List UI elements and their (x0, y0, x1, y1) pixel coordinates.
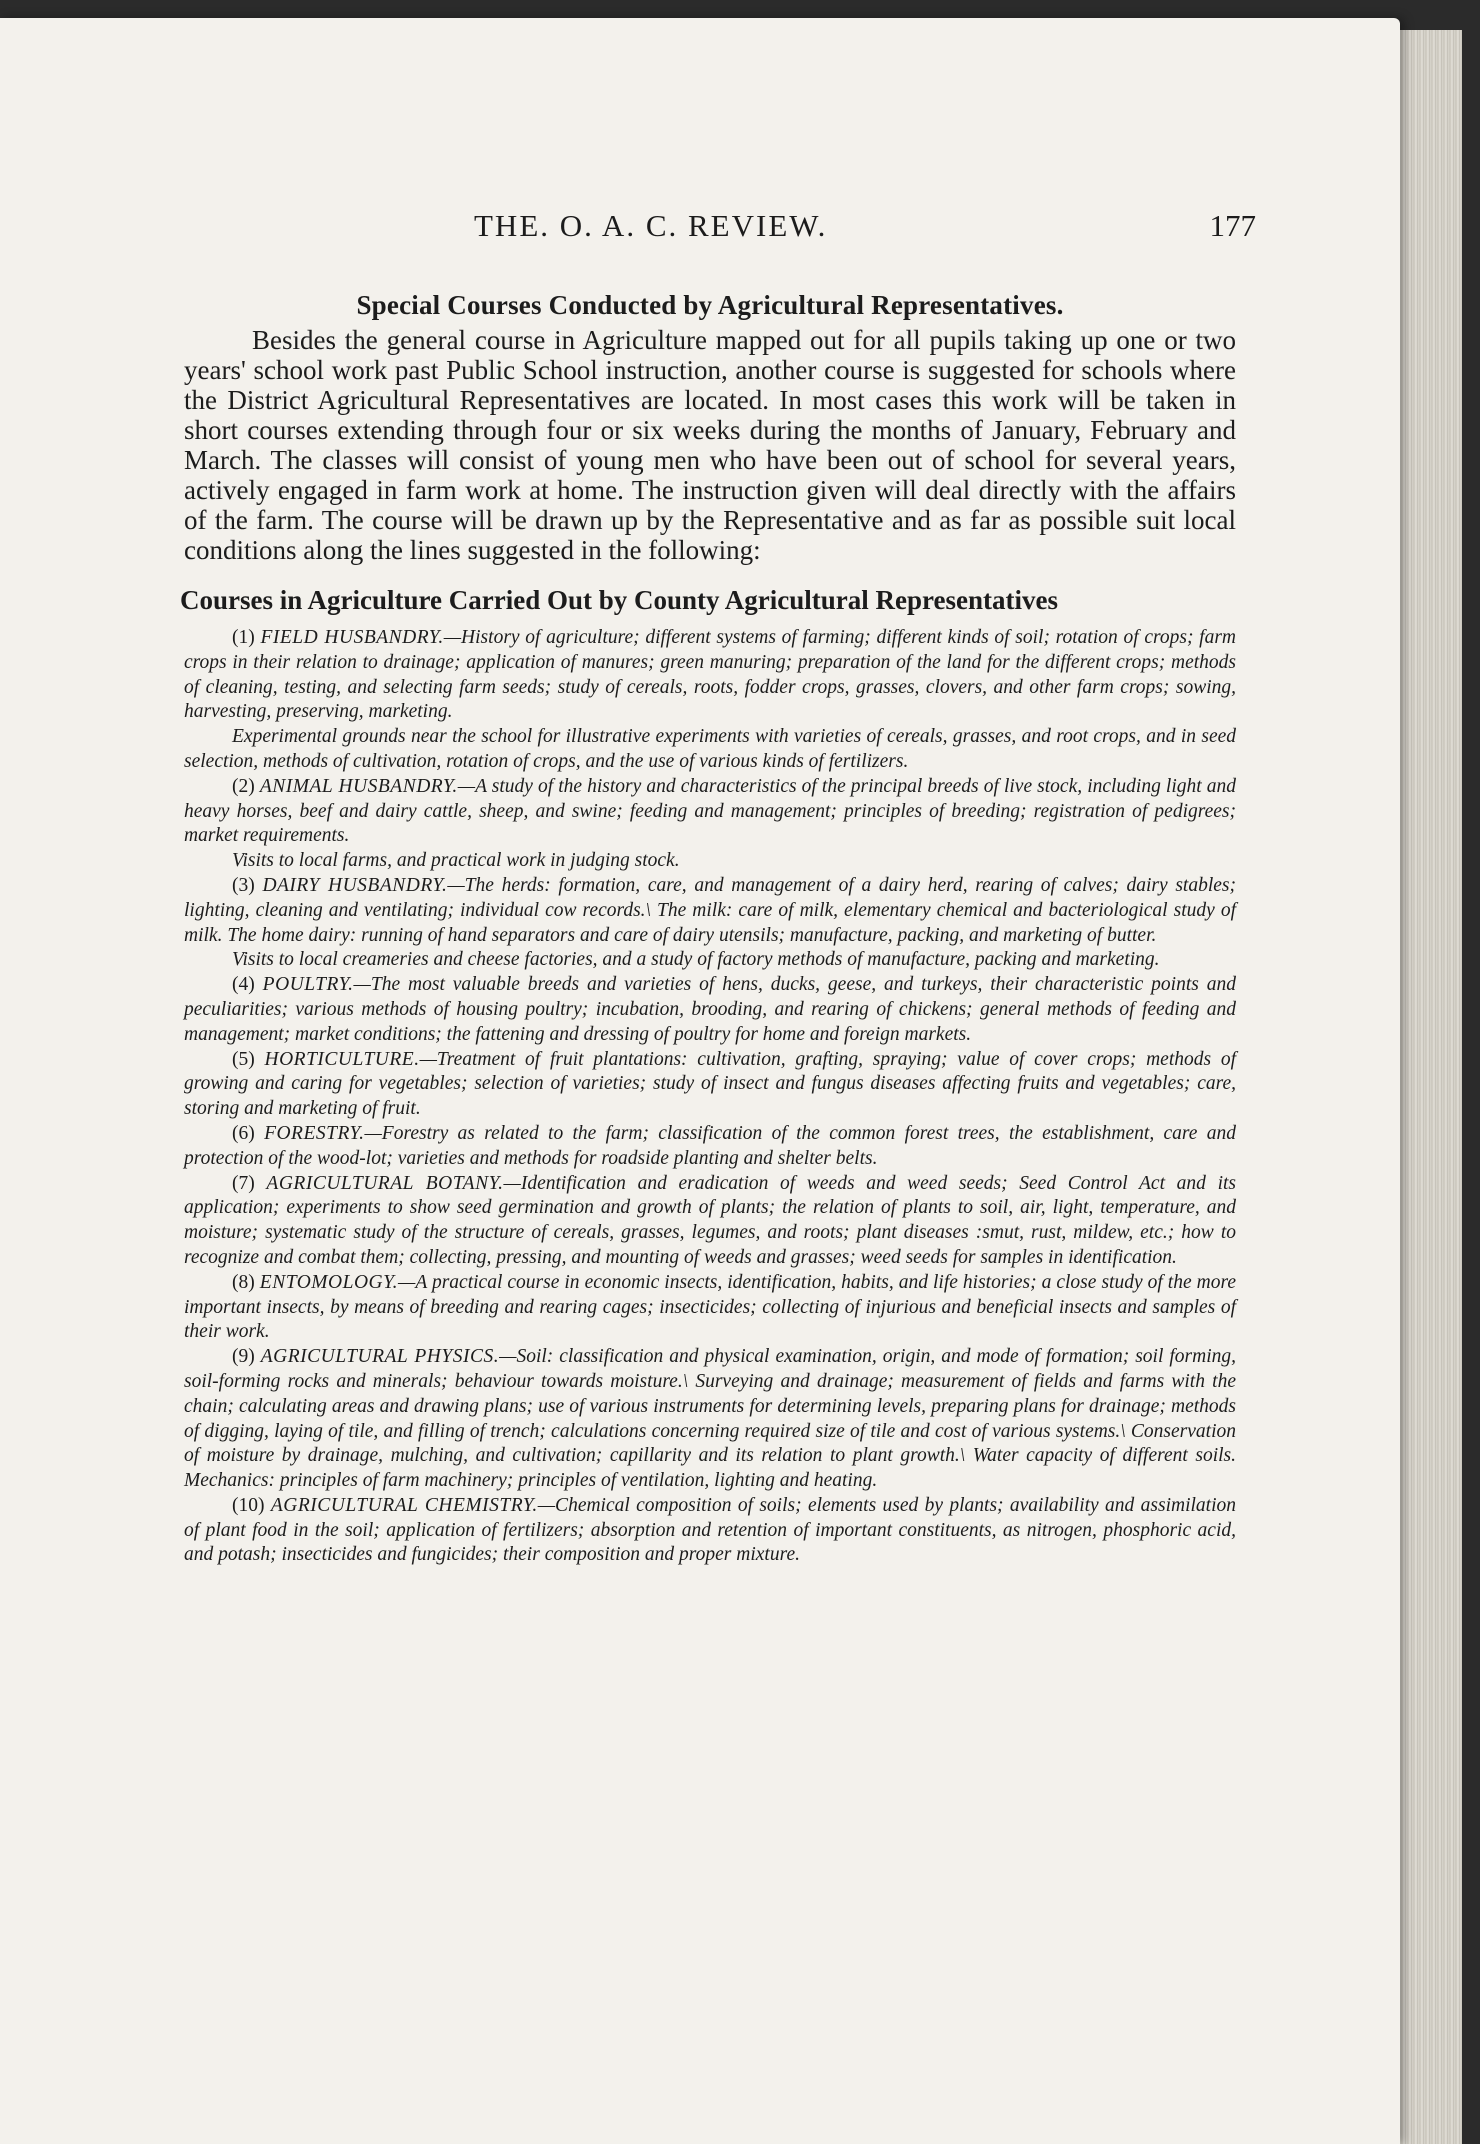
course-name: FIELD HUSBANDRY. (260, 627, 444, 648)
course-description: —The herds: formation, care, and management of a dairy herd, rearing of calves; dairy stables; lighting, cleaning and ventilating; individual cow records.\ The milk: care of milk, elementary chemical and bacteriological study of milk. The home dairy: running of hand separators and care of dairy utensils; manufacture, packing, and marketing of butter. (184, 874, 1236, 946)
course-description: —Soil: classification and physical examination, origin, and mode of formation; soil forming, soil-forming rocks and minerals; behaviour towards moisture.\ Surveying and drainage; measurement of fields and farms with the chain; calculating areas and drawing plans; use of various instruments for determining levels, preparing plans for drainage; methods of digging, laying of tile, and filling of trench; calculations concerning required size of tile and cost of various systems.\ Conservation of moisture by drainage, mulching, and cultivation; capillarity and its relation to plant growth.\ Water capacity of different soils. Mechanics: principles of farm machinery; principles of ventilation, lighting and heating. (184, 1346, 1237, 1492)
running-title: THE. O. A. C. REVIEW. (474, 208, 828, 243)
course-number: (6) (232, 1122, 255, 1144)
course-description: —Forestry as related to the farm; classification of the common forest trees, the establishment, care and protection of the wood-lot; varieties and methods for roadside planting and shelter belts. (184, 1122, 1237, 1169)
course-note: Experimental grounds near the school for illustrative experiments with varieties of cereals, grasses, and root crops, and in seed selection, methods of cultivation, rotation of crops, and the use of various kinds of fertilizers. (184, 726, 1236, 772)
course-item (184, 626, 1236, 725)
book-page (0, 18, 1400, 2144)
course-description: —Treatment of fruit plantations: cultivation, grafting, spraying; value of cover crops; methods of growing and caring for vegetables; selection of varieties; study of insect and fungus diseases affecting fruits and vegetables; care, storing and marketing of fruit. (184, 1048, 1236, 1120)
course-description: —History of agriculture; different systems of farming; different kinds of soil; rotation of crops; farm crops in their relation to drainage; application of manures; green manuring; preparation of the land for the different crops; methods of cleaning, testing, and selecting farm seeds; study of cereals, roots, fodder crops, grasses, clovers, and other farm crops; sowing, harvesting, preserving, marketing. (184, 627, 1236, 723)
course-description: —A study of the history and characteristics of the principal breeds of live stock, including light and heavy horses, beef and dairy cattle, sheep, and swine; feeding and management; principles of breeding; registration of pedigrees; market requirements. (184, 775, 1237, 847)
course-item (184, 1271, 1236, 1345)
page-header (184, 208, 1256, 258)
course-item (184, 973, 1236, 1047)
courses-title: Courses in Agriculture Carried Out by County Agricultural Representatives (180, 585, 1058, 615)
course-number: (8) (232, 1271, 255, 1293)
course-description: —A practical course in economic insects, identification, habits, and life histories; a close study of the more important insects, by means of breeding and rearing cages; insecticides; collecting of injurious and beneficial insects and samples of their work. (184, 1271, 1236, 1343)
intro-paragraph: Besides the general course in Agriculture mapped out for all pupils taking up one or two years' school work past Public School instruction, another course is suggested for schools where the District Agricultural Representatives are located. In most cases this work will be taken in short courses extending through four or six weeks during the months of January, February and March. The classes will consist of young men who have been out of school for several years, actively engaged in farm work at home. The instruction given will deal directly with the affairs of the farm. The course will be drawn up by the Representative and as far as possible suit local conditions along the lines suggested in the following: (184, 325, 1236, 565)
course-item (184, 1122, 1236, 1172)
course-number: (1) (232, 627, 255, 648)
course-name: HORTICULTURE. (264, 1048, 420, 1070)
course-name: AGRICULTURAL PHYSICS. (260, 1346, 500, 1368)
course-name: POULTRY. (262, 974, 354, 996)
course-note: Visits to local creameries and cheese factories, and a study of factory methods of manufacture, packing and marketing. (232, 949, 1160, 971)
course-name: ANIMAL HUSBANDRY. (259, 775, 458, 797)
course-item (184, 1048, 1236, 1122)
course-number: (9) (232, 1346, 255, 1368)
course-description: —The most valuable breeds and varieties of hens, ducks, geese, and turkeys, their characteristic points and peculiarities; various methods of housing poultry; incubation, brooding, and rearing of chickens; general methods of feeding and management; market conditions; the fattening and dressing of poultry for home and foreign markets. (184, 974, 1237, 1045)
course-number: (4) (232, 974, 255, 996)
course-number: (10) (232, 1494, 265, 1516)
course-description: —Chemical composition of soils; elements used by plants; availability and assimilation of plant food in the soil; application of fertilizers; absorption and retention of important constituents, as nitrogen, phosphoric acid, and potash; insecticides and fungicides; their composition and proper mixture. (184, 1494, 1236, 1566)
course-number: (2) (232, 775, 255, 797)
course-name: DAIRY HUSBANDRY. (262, 874, 448, 896)
course-item (184, 1172, 1236, 1271)
course-item (184, 874, 1236, 948)
course-name: AGRICULTURAL BOTANY. (266, 1172, 504, 1194)
course-name: ENTOMOLOGY. (259, 1271, 399, 1293)
course-name: FORESTRY. (264, 1122, 365, 1144)
course-number: (5) (232, 1048, 255, 1070)
course-description: —Identification and eradication of weeds and weed seeds; Seed Control Act and its application; experiments to show seed germination and growth of plants; the relation of plants to soil, air, light, temperature, and moisture; systematic study of the structure of cereals, grasses, legumes, and roots; plant diseases :smut, rust, mildew, etc.; how to recognize and combat them; collecting, pressing, and mounting of weeds and grasses; weed seeds for samples in identification. (184, 1172, 1236, 1268)
course-item (184, 1345, 1236, 1494)
page-content (180, 290, 1237, 1568)
section-title: Special Courses Conducted by Agricultural Representatives. (356, 290, 1064, 320)
course-item (184, 1494, 1236, 1568)
course-number: (7) (232, 1172, 255, 1194)
page-number: 177 (1209, 208, 1256, 243)
course-note: Visits to local farms, and practical work in judging stock. (232, 850, 680, 872)
course-item (184, 775, 1236, 849)
course-number: (3) (232, 874, 255, 896)
course-name: AGRICULTURAL CHEMISTRY. (270, 1494, 538, 1516)
course-list (184, 626, 1236, 1568)
